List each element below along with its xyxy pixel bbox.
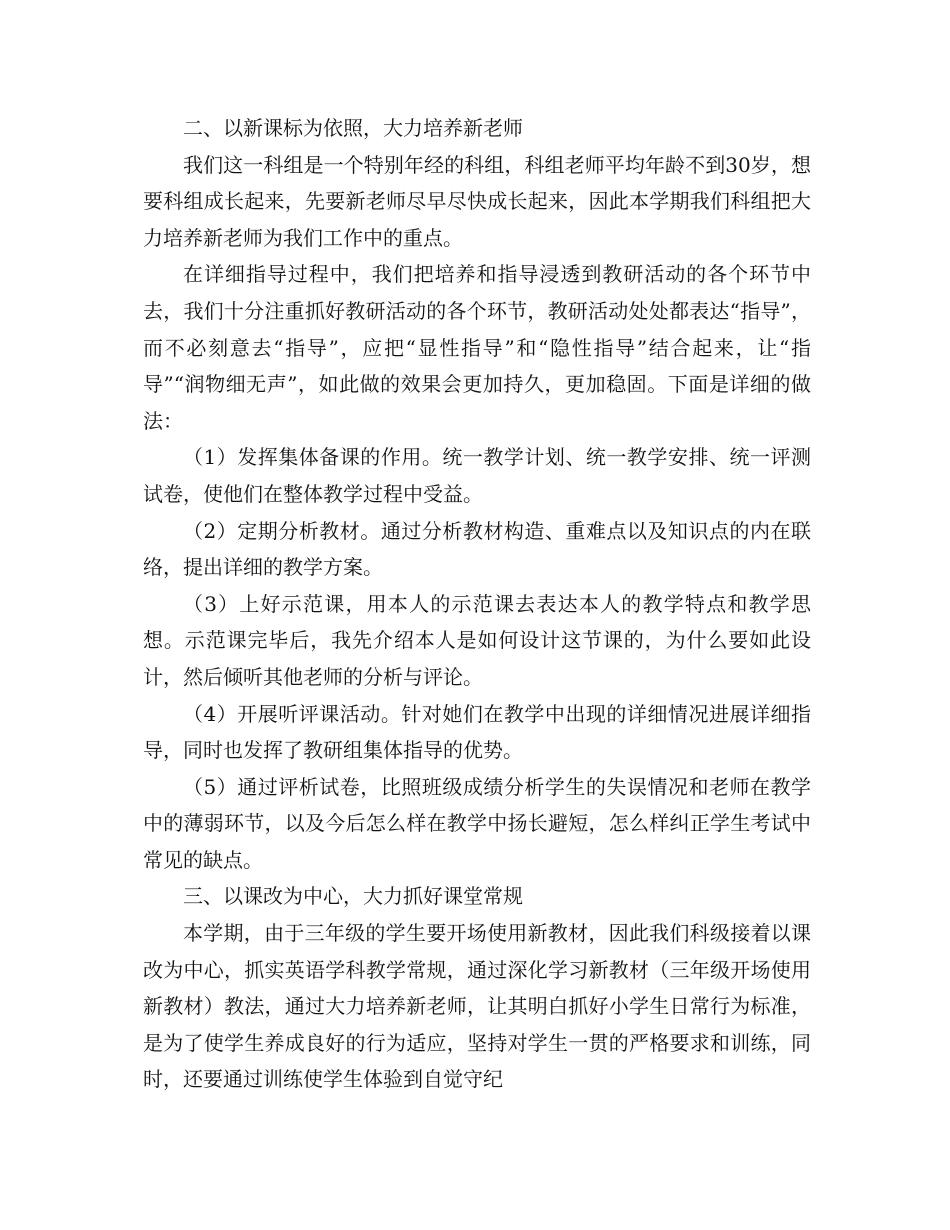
document-page — [143, 110, 811, 1098]
paragraph-group-intro: 我们这一科组是一个特别年经的科组，科组老师平均年龄不到30岁，想要科组成长起来，先要新老师尽早尽快成长起来，因此本学期我们科组把大力培养新老师为我们工作中的重点。 — [143, 152, 811, 250]
paragraph-curriculum: 本学期，由于三年级的学生要开场使用新教材，因此我们科级接着以课改为中心，抓实英语学科教学常规，通过深化学习新教材（三年级开场使用新教材）教法，通过大力培养新老师，让其明白抓好小学生日常行为标准，是为了使学生养成良好的行为适应，坚持对学生一贯的严格要求和训练，同时，还要通过训练使学生体验到自觉守纪 — [143, 921, 811, 1092]
paragraph-guidance: 在详细指导过程中，我们把培养和指导浸透到教研活动的各个环节中去，我们十分注重抓好教研活动的各个环节，教研活动处处都表达“指导”，而不必刻意去“指导”，应把“显性指导”和“隐性指导”结合起来，让“指导”“润物细无声”，如此做的效果会更加持久，更加稳固。下面是详细的做法： — [143, 262, 811, 433]
section-heading-2: 二、以新课标为依照，大力培养新老师 — [183, 116, 523, 140]
list-item-5: （5）通过评析试卷，比照班级成绩分析学生的失误情况和老师在教学中的薄弱环节，以及今后怎么样在教学中扬长避短，怎么样纠正学生考试中常见的缺点。 — [143, 774, 811, 872]
list-item-2: （2）定期分析教材。通过分析教材构造、重难点以及知识点的内在联络，提出详细的教学方案。 — [143, 518, 811, 580]
list-item-4: （4）开展听评课活动。针对她们在教学中出现的详细情况进展详细指导，同时也发挥了教研组集体指导的优势。 — [143, 701, 811, 763]
section-heading-3: 三、以课改为中心，大力抓好课堂常规 — [183, 884, 523, 909]
list-item-3: （3）上好示范课，用本人的示范课去表达本人的教学特点和教学思想。示范课完毕后，我先介绍本人是如何设计这节课的，为什么要如此设计，然后倾听其他老师的分析与评论。 — [143, 591, 811, 689]
list-item-1: （1）发挥集体备课的作用。统一教学计划、统一教学安排、统一评测试卷，使他们在整体教学过程中受益。 — [143, 445, 811, 506]
